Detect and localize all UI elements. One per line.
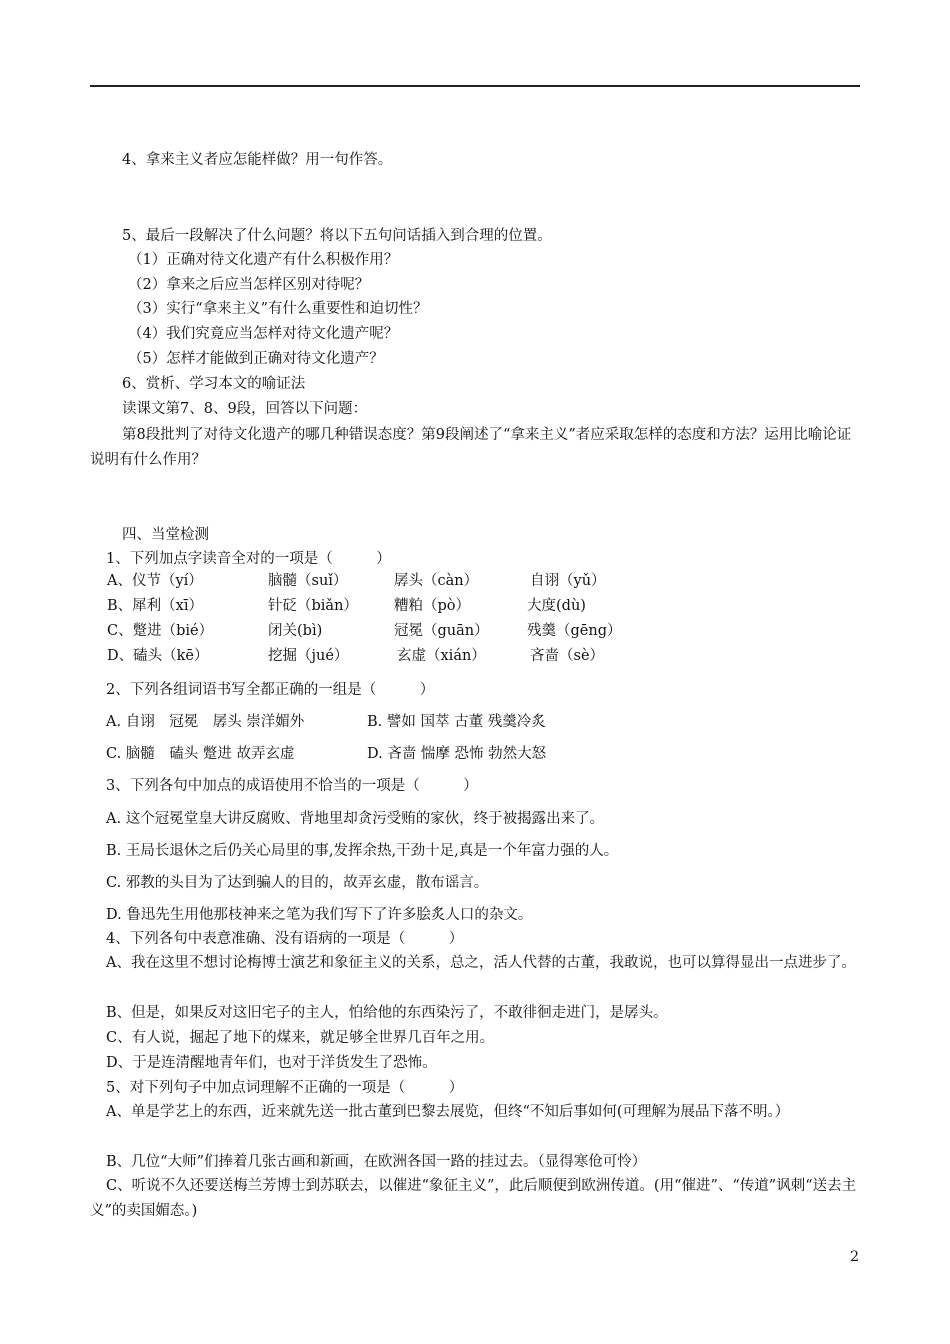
q4-option-b: B、但是，如果反对这旧宅子的主人，怕给他的东西染污了，不敢徘徊走进门，是孱头。 (106, 1005, 668, 1021)
q1-d-3: 玄虚（xián） (397, 648, 486, 664)
q5-item-5: （5）怎样才能做到正确对待文化遗产？ (128, 351, 384, 367)
q3-option-a: A. 这个冠冕堂皇大讲反腐败、背地里却贪污受贿的家伙，终于被揭露出来了。 (106, 811, 605, 827)
q5-item-1: （1）正确对待文化遗产有什么积极作用？ (128, 252, 399, 268)
q1-c-1: C、蹩进（bié） (107, 623, 214, 639)
question-5: 5、最后一段解决了什么问题？将以下五句问话插入到合理的位置。 (122, 228, 552, 244)
q5-option-a: A、单是学艺上的东西，近来就先送一批古董到巴黎去展览，但终“不知后事如何(可理解为展品下落不明。） (106, 1104, 790, 1120)
test-q1-row-d (0, 646, 950, 666)
q1-d-1: D、磕头（kē） (107, 648, 209, 664)
q5-option-c: C、听说不久还要送梅兰芳博士到苏联去，以催进“象征主义”，此后顺便到欧洲传道。(用“催进”、“传道”讽刺“送去主义”的卖国媚态。) (90, 1178, 857, 1219)
q3-option-c: C. 邪教的头目为了达到骗人的目的，故弄玄虚，散布谣言。 (106, 875, 489, 891)
q1-a-2: 脑髓（suǐ） (268, 573, 348, 589)
q4-option-d: D、于是连清醒地青年们，也对于洋货发生了恐怖。 (106, 1055, 437, 1071)
q1-c-3: 冠冕（guān） (394, 623, 489, 639)
q1-c-4: 残羹（gēng） (527, 623, 622, 639)
q5-item-3: （3）实行“拿来主义”有什么重要性和迫切性？ (128, 301, 428, 317)
q5-item-2: （2）拿来之后应当怎样区别对待呢？ (128, 277, 370, 293)
test-q2-stem: 2、下列各组词语书写全都正确的一组是（ ） (106, 682, 435, 698)
q1-c-2: 闭关(bì) (268, 623, 323, 639)
q1-b-2: 针砭（biǎn） (268, 598, 358, 614)
q6-paragraph: 第8段批判了对待文化遗产的哪几种错误态度？第9段阐述了“拿来主义”者应采取怎样的态度和方法？运用比喻论证说明有什么作用？ (90, 427, 852, 468)
question-6: 6、赏析、学习本文的喻证法 (122, 376, 306, 392)
test-q1-row-a (0, 571, 950, 591)
test-q1-row-c (0, 621, 950, 641)
q3-option-d: D. 鲁迅先生用他那枝神来之笔为我们写下了许多脍炙人口的杂文。 (106, 907, 533, 923)
test-q1-row-b (0, 596, 950, 616)
test-q1-stem: 1、下列加点字读音全对的一项是（ ） (106, 551, 391, 567)
q2-option-d: D. 吝啬 惴摩 恐怖 勃然大怒 (367, 746, 547, 762)
q2-option-a: A. 自诩 冠冕 孱头 崇洋媚外 (106, 714, 305, 730)
q1-a-3: 孱头（càn） (394, 573, 479, 589)
test-q5-stem: 5、对下列句子中加点词理解不正确的一项是（ ） (106, 1080, 464, 1096)
q1-b-4: 大度(dù) (527, 598, 586, 614)
test-q3-stem: 3、下列各句中加点的成语使用不恰当的一项是（ ） (106, 778, 478, 794)
q1-b-1: B、犀利（xī） (107, 598, 203, 614)
q1-b-3: 糟粕（pò） (394, 598, 471, 614)
section-4-heading: 四、当堂检测 (122, 527, 209, 543)
q1-a-1: A、仪节（yí） (107, 573, 203, 589)
q1-d-2: 挖掘（jué） (268, 648, 349, 664)
q2-option-c: C. 脑髓 磕头 蹩进 故弄玄虚 (106, 746, 295, 762)
q5-option-b: B、几位“大师”们捧着几张古画和新画，在欧洲各国一路的挂过去。（显得寒伧可怜） (106, 1154, 647, 1170)
q4-option-a: A、我在这里不想讨论梅博士演艺和象征主义的关系，总之，活人代替的古董，我敢说，也可以算得显出一点进步了。 (106, 955, 856, 971)
q2-option-b: B. 譬如 国萃 古董 残羹冷炙 (367, 714, 546, 730)
q4-option-c: C、有人说，掘起了地下的煤来，就足够全世界几百年之用。 (106, 1030, 495, 1046)
page-number: 2 (850, 1249, 859, 1265)
q5-item-4: （4）我们究竟应当怎样对待文化遗产呢？ (128, 326, 399, 342)
q3-option-b: B. 王局长退休之后仍关心局里的事,发挥余热,干劲十足,真是一个年富力强的人。 (106, 843, 619, 859)
header-rule (90, 85, 860, 87)
question-4: 4、拿来主义者应怎能样做？用一句作答。 (122, 152, 393, 168)
q1-a-4: 自诩（yǔ） (530, 573, 606, 589)
q6-reading: 读课文第7、8、9段，回答以下问题： (122, 401, 368, 417)
q1-d-4: 吝啬（sè） (530, 648, 605, 664)
test-q4-stem: 4、下列各句中表意准确、没有语病的一项是（ ） (106, 931, 464, 947)
